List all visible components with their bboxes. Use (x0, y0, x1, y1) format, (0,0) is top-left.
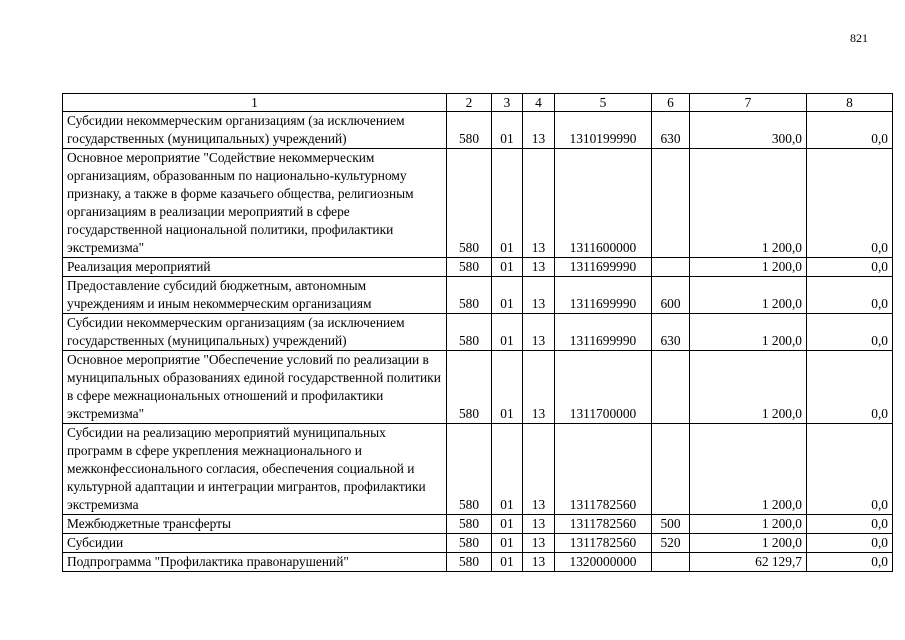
cell-col6 (652, 424, 690, 515)
cell-col5: 1311782560 (555, 515, 652, 534)
cell-col4: 13 (523, 424, 555, 515)
cell-col5: 1311700000 (555, 351, 652, 424)
cell-col7: 1 200,0 (690, 277, 807, 314)
cell-col2: 580 (447, 258, 492, 277)
table-row (63, 534, 893, 553)
header-row (63, 94, 893, 112)
column-header: 8 (807, 94, 893, 112)
cell-col2: 580 (447, 515, 492, 534)
cell-col8: 0,0 (807, 149, 893, 258)
cell-col2: 580 (447, 149, 492, 258)
cell-col8: 0,0 (807, 258, 893, 277)
cell-col8: 0,0 (807, 515, 893, 534)
row-name: Основное мероприятие "Содействие некоммерческим организациям, образованным по национально-культурному признаку, а также в форме казачьего общества, религиозным организациям в реализации мероприятий в сфере государственной национальной политики, профилактики экстремизма" (63, 149, 447, 258)
row-name: Предоставление субсидий бюджетным, автономным учреждениям и иным некоммерческим организациям (63, 277, 447, 314)
cell-col7: 300,0 (690, 112, 807, 149)
row-name: Субсидии (63, 534, 447, 553)
cell-col6 (652, 149, 690, 258)
cell-col5: 1320000000 (555, 553, 652, 572)
cell-col3: 01 (492, 553, 523, 572)
cell-col8: 0,0 (807, 424, 893, 515)
table-row (63, 258, 893, 277)
cell-col2: 580 (447, 277, 492, 314)
cell-col2: 580 (447, 534, 492, 553)
cell-col6 (652, 351, 690, 424)
column-header: 7 (690, 94, 807, 112)
cell-col2: 580 (447, 314, 492, 351)
cell-col4: 13 (523, 277, 555, 314)
cell-col4: 13 (523, 553, 555, 572)
cell-col3: 01 (492, 515, 523, 534)
cell-col3: 01 (492, 351, 523, 424)
row-name: Субсидии на реализацию мероприятий муниципальных программ в сфере укрепления межнационального и межконфессионального согласия, обеспечения социальной и культурной адаптации и интеграции мигрантов, профилактики экстремизма (63, 424, 447, 515)
cell-col7: 1 200,0 (690, 534, 807, 553)
cell-col5: 1311699990 (555, 314, 652, 351)
column-header: 6 (652, 94, 690, 112)
table-row (63, 424, 893, 515)
cell-col5: 1311699990 (555, 277, 652, 314)
cell-col7: 1 200,0 (690, 314, 807, 351)
cell-col2: 580 (447, 553, 492, 572)
column-header: 4 (523, 94, 555, 112)
cell-col3: 01 (492, 258, 523, 277)
table-row (63, 277, 893, 314)
row-name: Субсидии некоммерческим организациям (за исключением государственных (муниципальных) учреждений) (63, 112, 447, 149)
table-row (63, 314, 893, 351)
cell-col7: 1 200,0 (690, 258, 807, 277)
column-header: 2 (447, 94, 492, 112)
table-row (63, 351, 893, 424)
cell-col8: 0,0 (807, 534, 893, 553)
cell-col5: 1311699990 (555, 258, 652, 277)
cell-col7: 1 200,0 (690, 149, 807, 258)
cell-col6: 520 (652, 534, 690, 553)
cell-col5: 1311600000 (555, 149, 652, 258)
table-row (63, 149, 893, 258)
column-header: 5 (555, 94, 652, 112)
row-name: Межбюджетные трансферты (63, 515, 447, 534)
table-row (63, 112, 893, 149)
cell-col3: 01 (492, 424, 523, 515)
cell-col4: 13 (523, 534, 555, 553)
cell-col8: 0,0 (807, 112, 893, 149)
cell-col8: 0,0 (807, 277, 893, 314)
table-row (63, 553, 893, 572)
column-header: 3 (492, 94, 523, 112)
cell-col3: 01 (492, 314, 523, 351)
cell-col7: 1 200,0 (690, 351, 807, 424)
cell-col4: 13 (523, 351, 555, 424)
cell-col5: 1310199990 (555, 112, 652, 149)
cell-col3: 01 (492, 112, 523, 149)
cell-col3: 01 (492, 534, 523, 553)
cell-col6: 500 (652, 515, 690, 534)
cell-col4: 13 (523, 515, 555, 534)
cell-col2: 580 (447, 112, 492, 149)
cell-col8: 0,0 (807, 553, 893, 572)
cell-col2: 580 (447, 351, 492, 424)
cell-col8: 0,0 (807, 351, 893, 424)
cell-col6: 630 (652, 314, 690, 351)
budget-table (62, 93, 893, 572)
row-name: Основное мероприятие "Обеспечение условий по реализации в муниципальных образованиях единой государственной политики в сфере межнациональных отношений и профилактики экстремизма" (63, 351, 447, 424)
cell-col6 (652, 258, 690, 277)
cell-col3: 01 (492, 277, 523, 314)
cell-col6 (652, 553, 690, 572)
cell-col3: 01 (492, 149, 523, 258)
page-number: 821 (850, 31, 868, 45)
cell-col6: 630 (652, 112, 690, 149)
row-name: Реализация мероприятий (63, 258, 447, 277)
cell-col4: 13 (523, 112, 555, 149)
cell-col7: 62 129,7 (690, 553, 807, 572)
row-name: Субсидии некоммерческим организациям (за исключением государственных (муниципальных) учреждений) (63, 314, 447, 351)
column-header: 1 (63, 94, 447, 112)
row-name: Подпрограмма "Профилактика правонарушений" (63, 553, 447, 572)
cell-col4: 13 (523, 258, 555, 277)
cell-col5: 1311782560 (555, 534, 652, 553)
cell-col4: 13 (523, 314, 555, 351)
cell-col4: 13 (523, 149, 555, 258)
table-row (63, 515, 893, 534)
cell-col7: 1 200,0 (690, 424, 807, 515)
cell-col8: 0,0 (807, 314, 893, 351)
cell-col2: 580 (447, 424, 492, 515)
cell-col5: 1311782560 (555, 424, 652, 515)
cell-col6: 600 (652, 277, 690, 314)
cell-col7: 1 200,0 (690, 515, 807, 534)
